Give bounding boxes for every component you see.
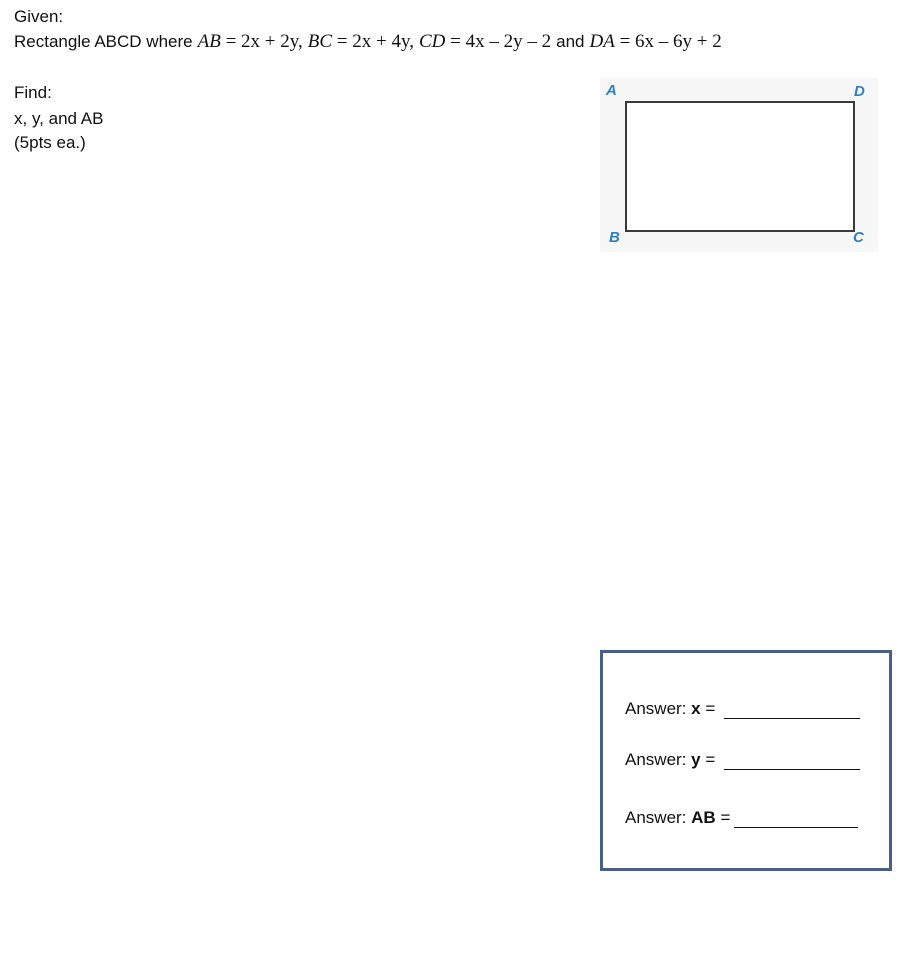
equation-da-rhs: = 6x – 6y + 2 <box>619 31 722 52</box>
answer-prefix: Answer: <box>625 808 687 827</box>
equation-bc <box>308 31 414 53</box>
answer-variable: y <box>691 750 701 769</box>
answer-row-ab <box>625 808 858 828</box>
answer-row-x <box>625 699 860 719</box>
answer-equals: = <box>705 699 716 718</box>
answer-variable: AB <box>691 808 716 827</box>
answer-x-blank[interactable] <box>724 704 860 719</box>
vertex-label-c: C <box>853 229 864 246</box>
find-heading: Find: <box>14 83 52 102</box>
given-conjunction: and <box>556 32 585 51</box>
equation-cd-lhs: CD <box>419 31 446 52</box>
answer-variable: x <box>691 699 701 718</box>
equation-cd <box>419 31 551 53</box>
answer-equals: = <box>705 750 716 769</box>
answer-prefix: Answer: <box>625 750 687 769</box>
vertex-label-b: B <box>609 229 620 246</box>
answer-box <box>600 650 892 871</box>
equation-bc-rhs: = 2x + 4y, <box>336 31 414 52</box>
given-intro: Rectangle ABCD where <box>14 32 193 51</box>
equation-da-lhs: DA <box>589 31 615 52</box>
answer-row-y <box>625 750 860 770</box>
find-items: x, y, and AB <box>14 109 104 128</box>
equation-ab-rhs: = 2x + 2y, <box>225 31 303 52</box>
equation-ab <box>198 31 303 53</box>
equation-ab-lhs: AB <box>197 31 221 52</box>
vertex-label-d: D <box>854 83 865 100</box>
rectangle-diagram <box>600 78 878 252</box>
answer-ab-blank[interactable] <box>734 813 858 828</box>
rectangle-abcd <box>625 101 855 232</box>
answer-y-blank[interactable] <box>724 755 860 770</box>
find-points: (5pts ea.) <box>14 133 86 152</box>
given-heading: Given: <box>14 7 64 26</box>
vertex-label-a: A <box>606 82 617 99</box>
answer-equals: = <box>720 808 731 827</box>
answer-prefix: Answer: <box>625 699 687 718</box>
equation-da <box>590 31 722 53</box>
equation-bc-lhs: BC <box>307 31 333 52</box>
equation-cd-rhs: = 4x – 2y – 2 <box>450 31 552 52</box>
given-statement <box>14 31 722 53</box>
